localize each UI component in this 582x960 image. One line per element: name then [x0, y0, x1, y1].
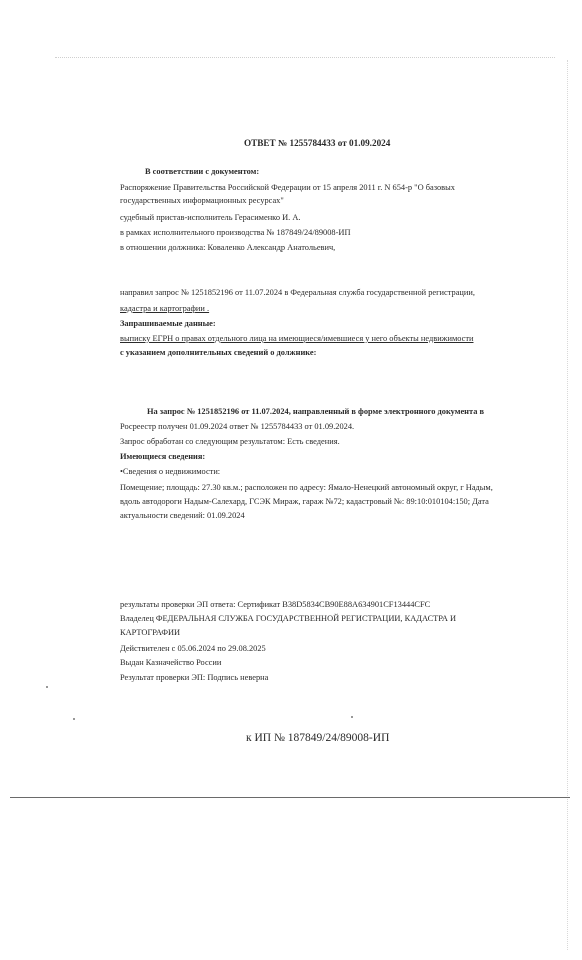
scan-speck: [46, 686, 48, 688]
signature-line-5: Выдан Казначейство России: [120, 658, 222, 667]
response-line-2: Росреестр получен 01.09.2024 ответ № 1255784433 от 01.09.2024.: [120, 422, 355, 431]
response-line-3: Запрос обработан со следующим результатом: Есть сведения.: [120, 437, 340, 446]
signature-line-1: результаты проверки ЭП ответа: Сертификат B38D5834CB90E88A634901CF13444CFC: [120, 600, 431, 609]
intro-line-4: судебный пристав-исполнитель Герасименко И. А.: [120, 213, 301, 222]
signature-line-6: Результат проверки ЭП: Подпись неверна: [120, 673, 269, 682]
scan-edge-right: [567, 60, 569, 950]
intro-line-2: Распоряжение Правительства Российской Федерации от 15 апреля 2011 г. N 654-р "О базовых: [120, 183, 455, 192]
request-line-1: направил запрос № 1251852196 от 11.07.2024 в Федеральная служба государственной регистрации,: [120, 288, 475, 297]
scan-speck: [73, 718, 75, 720]
document-title: ОТВЕТ № 1255784433 от 01.09.2024: [244, 138, 391, 148]
response-line-4: Имеющиеся сведения:: [120, 452, 206, 461]
response-line-1: На запрос № 1251852196 от 11.07.2024, направленный в форме электронного документа в: [147, 407, 485, 416]
request-line-2: кадастра и картографии .: [120, 304, 210, 313]
signature-line-3: КАРТОГРАФИИ: [120, 628, 181, 637]
response-line-5: •Сведения о недвижимости:: [120, 467, 221, 476]
scan-edge-top: [55, 57, 555, 59]
response-line-6: Помещение; площадь: 27.30 кв.м.; расположен по адресу: Ямало-Ненецкий автономный округ, г Надым,: [120, 483, 493, 492]
response-line-7: вдоль автодороги Надым-Салехард, ГСЭК Мираж, гараж №72; кадастровый №: 89:10:010104:150; Дата: [120, 497, 489, 506]
intro-line-5: в рамках исполнительного производства № 187849/24/89008-ИП: [120, 228, 351, 237]
request-line-4: выписку ЕГРН о правах отдельного лица на имеющиеся/имевшиеся у него объекты недвижимости: [120, 334, 474, 343]
intro-line-6: в отношении должника: Коваленко Александр Анатольевич,: [120, 243, 336, 252]
footer-reference: к ИП № 187849/24/89008-ИП: [246, 732, 390, 744]
signature-line-2: Владелец ФЕДЕРАЛЬНАЯ СЛУЖБА ГОСУДАРСТВЕННОЙ РЕГИСТРАЦИИ, КАДАСТРА И: [120, 614, 457, 623]
response-line-8: актуальности сведений: 01.09.2024: [120, 511, 245, 520]
signature-line-4: Действителен с 05.06.2024 по 29.08.2025: [120, 644, 266, 653]
intro-line-3: государственных информационных ресурсах": [120, 196, 284, 205]
request-line-5: с указанием дополнительных сведений о должнике:: [120, 348, 317, 357]
intro-line-1: В соответствии с документом:: [145, 167, 260, 176]
scan-speck: [351, 716, 353, 718]
request-line-3: Запрашиваемые данные:: [120, 319, 216, 328]
scan-edge-bottom: [10, 797, 570, 798]
